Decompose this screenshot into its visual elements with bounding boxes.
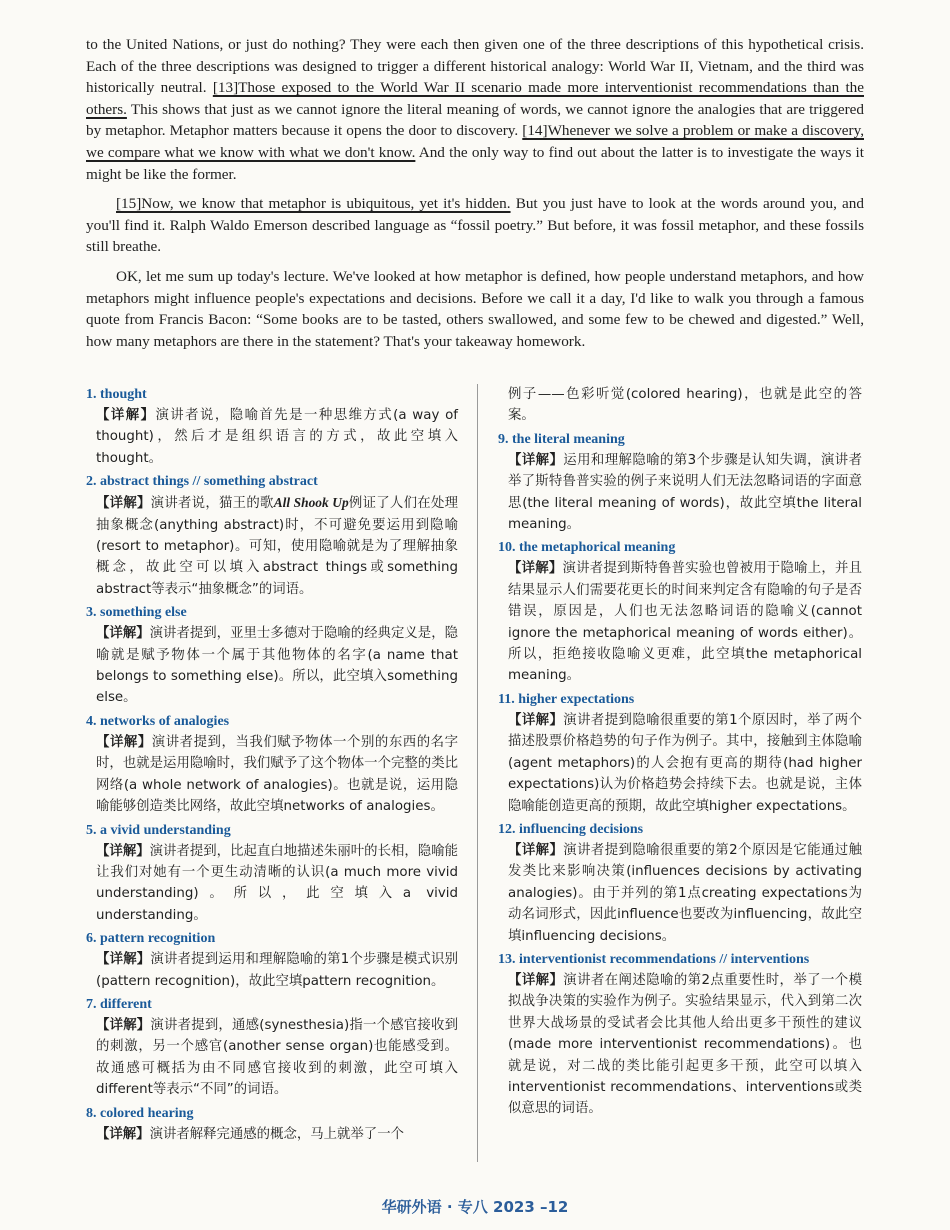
passage-paragraph-2	[86, 193, 864, 258]
explanation: 例子——色彩听觉(colored hearing)，也就是此空的答案。	[508, 387, 862, 424]
answer-key: 11. higher expectations	[498, 691, 635, 707]
passage-text: And the only way to find out about the latter is to investigate the ways it might be like the former.	[86, 143, 865, 183]
answer-item	[498, 689, 862, 817]
detail-tag: 【详解】	[96, 1126, 150, 1142]
explanation-text: 演讲者在阐述隐喻的第2点重要性时，举了一个模拟战争决策的实验作为例子。实验结果显示，代入到第二次世界大战场景的受试者会比其他人给出更多干预性的建议(made more interventionist recommendations)。也就是说，对二战的类比能引起更多干预，此空可以填入interventionist recommendations、interventions或类似意思的词语。	[508, 972, 862, 1117]
answer-item	[86, 994, 458, 1101]
explanation-text: 演讲者解释完通感的概念，马上就举了一个	[149, 1126, 404, 1142]
detail-tag: 【详解】	[96, 496, 151, 512]
detail-tag: 【详解】	[96, 1017, 151, 1033]
passage-paragraph-3: OK, let me sum up today's lecture. We've looked at how metaphor is defined, how people understand metaphors, and how metaphors might influence people's expectations and decisions. Before we call it a day, I'd like to walk you through a famous quote from Francis Bacon: “Some books are to be tasted, others swallowed, and some few to be chewed and digested.” Well, how many metaphors are there in the statement? That's your takeaway homework.	[86, 267, 864, 350]
explanation	[86, 623, 458, 709]
answer-item	[498, 949, 862, 1120]
answer-key: 12. influencing decisions	[498, 821, 644, 837]
answer-item-continued	[498, 384, 862, 427]
explanation-text: 演讲者提到，当我们赋予物体一个别的东西的名字时，也就是运用隐喻时，我们赋予了这个物体一个完整的类比网络(a whole network of analogies)。也就是说，运用隐喻能够创造类比网络，故此空填networks of analogies。	[96, 734, 459, 815]
passage-paragraph-1	[86, 34, 864, 185]
answer-item	[86, 602, 458, 709]
explanation	[86, 732, 458, 818]
detail-tag: 【详解】	[96, 952, 151, 968]
detail-tag: 【详解】	[508, 712, 564, 728]
explanation	[498, 970, 862, 1120]
explanation-text: 运用和理解隐喻的第3个步骤是认知失调，演讲者举了斯特鲁普实验的例子来说明人们无法忽略词语的字面意思(the literal meaning of words)，故此空填the literal meaning。	[508, 452, 862, 533]
explanation-text: 演讲者说，隐喻首先是一种思维方式(a way of thought)，然后才是组织语言的方式，故此空填入thought。	[96, 408, 459, 466]
explanation-text: 演讲者说，猫王的歌	[150, 496, 274, 512]
explanation-text: 演讲者提到，比起直白地描述朱丽叶的长相，隐喻能让我们对她有一个更生动清晰的认识(a much more vivid understanding)。所以，此空填入a vivid understanding。	[96, 843, 459, 923]
explanation	[86, 949, 458, 992]
detail-tag: 【详解】	[96, 408, 156, 423]
passage-text: to the United Nations, or just do nothing? They were each then given one of the three descriptions of this hypothetical crisis. Each of the three descriptions was designed to trigger a different historical analogy: World War II, Vietnam, and the third was historically neutral.	[86, 36, 864, 97]
explanation-text: 演讲者提到，亚里士多德对于隐喻的经典定义是，隐喻就是赋予物体一个属于其他物体的名字(a name that belongs to something else)。所以，此空填入something else。	[96, 626, 459, 706]
answer-item	[498, 429, 862, 536]
explanation	[498, 558, 862, 686]
answer-key: 3. something else	[86, 605, 187, 621]
explanation-text: 例证了人们在处理抽象概念(anything abstract)时，不可避免要运用到隐喻(resort to metaphor)。可知，使用隐喻就是为了理解抽象概念，故此空可以填入abstract things或something abstract等表示“抽象概念”的词语。	[96, 496, 458, 597]
underlined-answer-14: [14]Whenever we solve a problem or make a discovery, we compare what we know with what we don't know.	[86, 122, 864, 161]
detail-tag: 【详解】	[508, 842, 564, 858]
answer-key: 1. thought	[86, 387, 147, 402]
answer-item	[86, 928, 458, 992]
detail-tag: 【详解】	[508, 452, 564, 468]
answer-key: 4. networks of analogies	[86, 713, 230, 729]
answer-key: 10. the metaphorical meaning	[498, 540, 676, 556]
underlined-answer-13: [13]Those exposed to the World War II scenario made more interventionist recommendations than the others.	[86, 79, 864, 118]
passage-text: This shows that just as we cannot ignore the literal meaning of words, we cannot ignore the analogies that are triggered by metaphor. Metaphor matters because it opens the door to discovery.	[86, 100, 864, 140]
answer-item	[86, 384, 458, 469]
explanation	[498, 840, 862, 947]
detail-tag: 【详解】	[96, 734, 152, 750]
lecture-passage	[86, 34, 864, 360]
explanation	[86, 405, 458, 469]
answer-key: 2. abstract things // something abstract	[86, 474, 318, 490]
detail-tag: 【详解】	[96, 843, 150, 859]
song-title: All Shook Up	[273, 495, 349, 511]
detail-tag: 【详解】	[508, 972, 564, 988]
detail-tag: 【详解】	[508, 561, 563, 577]
passage-text: But you just have to look at the words around you, and you'll find it. Ralph Waldo Emerson described language as “fossil poetry.” But before, it was fossil metaphor, and these fossils still breathe.	[86, 195, 864, 256]
answer-item	[86, 711, 458, 818]
explanation-text: 演讲者提到运用和理解隐喻的第1个步骤是模式识别(pattern recognition)，故此空填pattern recognition。	[96, 952, 458, 989]
answers-right-column	[498, 384, 862, 1122]
explanation-text: 演讲者提到，通感(synesthesia)指一个感官接收到的刺激，另一个感官(another sense organ)也能感受到。故通感可概括为由不同感官接收到的刺激，此空可填入different等表示“不同”的词语。	[96, 1017, 458, 1098]
answer-item	[86, 471, 458, 600]
page-footer: 华研外语 · 专八 2023 –12	[381, 1198, 569, 1216]
answer-key: 8. colored hearing	[86, 1105, 194, 1121]
explanation-text: 演讲者提到隐喻很重要的第2个原因是它能通过触发类比来影响决策(influences decisions by activating analogies)。由于并列的第1点creating expectations为动名词形式，因此influence也要改为influencing，故此空填influencing decisions。	[508, 842, 862, 944]
answer-key: 13. interventionist recommendations // interventions	[498, 951, 810, 967]
explanation	[86, 1015, 458, 1101]
detail-tag: 【详解】	[96, 626, 150, 642]
explanation-text: 演讲者提到隐喻很重要的第1个原因时，举了两个描述股票价格趋势的句子作为例子。其中，接触到主体隐喻(agent metaphors)的人会抱有更高的期待(had higher expectations)认为价格趋势会持续下去。也就是说，主体隐喻能创造更高的预期，故此空填higher expectations。	[508, 712, 862, 814]
answers-left-column	[86, 384, 458, 1147]
underlined-answer-15: [15]Now, we know that metaphor is ubiquitous, yet it's hidden.	[116, 195, 511, 213]
answer-item	[86, 1103, 458, 1145]
explanation-text: 演讲者提到斯特鲁普实验也曾被用于隐喻上，并且结果显示人们需要花更长的时间来判定含有隐喻的句子是否错误，原因是，人们也无法忽略词语的隐喻义(cannot ignore the metaphorical meaning of words either)。所以，拒绝接收隐喻义更难，此空填the metaphorical meaning。	[508, 561, 863, 684]
column-divider	[477, 384, 478, 1162]
explanation	[86, 492, 458, 600]
answer-item	[498, 819, 862, 947]
explanation	[86, 1124, 458, 1145]
answer-key: 7. different	[86, 996, 152, 1012]
answer-item	[498, 537, 862, 686]
answer-key: 5. a vivid understanding	[86, 822, 231, 838]
explanation	[498, 710, 862, 817]
answer-key: 6. pattern recognition	[86, 931, 216, 947]
answer-key: 9. the literal meaning	[498, 431, 625, 447]
explanation	[498, 450, 862, 536]
answer-item	[86, 820, 458, 927]
explanation	[86, 841, 458, 927]
